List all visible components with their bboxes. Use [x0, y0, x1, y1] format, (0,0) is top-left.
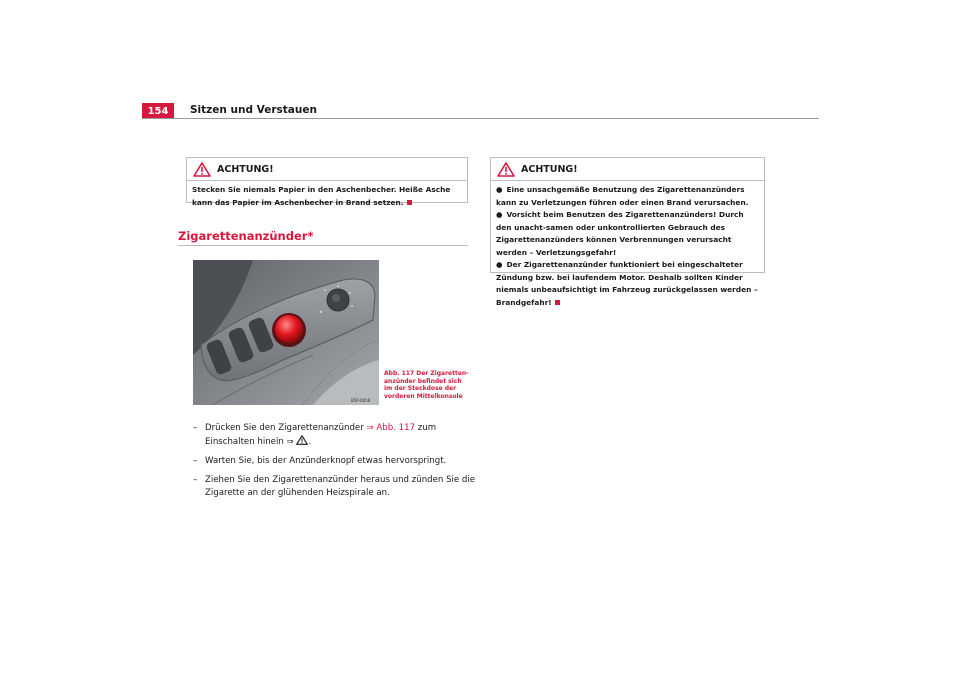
arrow-icon: ⇒ — [286, 437, 294, 447]
warning-heading-right — [491, 158, 764, 181]
header-title: Sitzen und Verstauen — [190, 104, 317, 116]
instruction-steps — [193, 422, 483, 506]
warning-heading-text: ACHTUNG! — [521, 163, 578, 175]
step-text: Drücken Sie den Zigarettenanzünder — [205, 423, 364, 433]
warning-item-2 — [496, 209, 759, 259]
warning-item-1 — [496, 184, 759, 209]
warning-triangle-icon — [296, 435, 308, 445]
step-dash: – — [193, 423, 198, 433]
warning-box-right — [490, 157, 765, 307]
figure-cigarette-lighter — [193, 260, 379, 405]
bullet-icon: ● — [496, 260, 503, 269]
bullet-icon: ● — [496, 210, 503, 219]
warning-triangle-icon — [193, 162, 211, 177]
bullet-icon: ● — [496, 185, 503, 194]
step-1 — [193, 422, 483, 449]
warning-text-left: Stecken Sie niemals Papier in den Aschenbecher. Heiße Asche kann das Papier im Aschenbecher in Brand setzen. — [192, 185, 451, 207]
end-marker-icon — [555, 300, 560, 305]
warning-item-3 — [496, 259, 759, 309]
step-text: Warten Sie, bis der Anzünderknopf etwas hervorspringt. — [205, 456, 447, 466]
warning-triangle-icon — [497, 162, 515, 177]
warning-heading-text: ACHTUNG! — [217, 163, 274, 175]
figure-caption: Abb. 117 Der Zigaretten-anzünder befindet sich im der Steckdose der vorderen Mittelkonsole — [384, 370, 469, 400]
step-3 — [193, 474, 483, 500]
step-2 — [193, 455, 483, 468]
arrow-icon: ⇒ — [366, 423, 374, 433]
section-rule — [178, 245, 468, 246]
end-marker-icon — [407, 200, 412, 205]
step-dash: – — [193, 475, 198, 485]
figure-reference-link[interactable]: Abb. 117 — [376, 423, 416, 433]
warning-box-left — [186, 157, 468, 207]
warning-item-text: Vorsicht beim Benutzen des Zigarettenanzünders! Durch den unacht-samen oder unkontrollierten Gebrauch des Zigarettenanzünders können Verbrennungen verursacht werden – Verletzungsgefahr! — [496, 210, 744, 257]
step-text-continued: zum Einschalten hinein — [205, 423, 437, 447]
console-illustration — [193, 260, 379, 405]
warning-item-text: Der Zigarettenanzünder funktioniert bei eingeschalteter Zündung bzw. bei laufendem Motor. Deshalb sollten Kinder niemals unbeaufsichtigt im Fahrzeug zurückgelassen werden – Brandgefahr! — [496, 260, 758, 307]
step-end: . — [308, 437, 312, 447]
page-number: 154 — [142, 103, 174, 119]
section-title: Zigarettenanzünder* — [178, 229, 314, 243]
header-rule — [142, 118, 819, 119]
step-text: Ziehen Sie den Zigarettenanzünder heraus und zünden Sie die Zigarette an der glühenden Heizspirale an. — [205, 475, 476, 498]
step-dash: – — [193, 456, 198, 466]
warning-heading-left — [187, 158, 467, 181]
figure-code: B5P-0656 — [351, 398, 371, 403]
warning-item-text: Eine unsachgemäße Benutzung des Zigarettenanzünders kann zu Verletzungen führen oder einen Brand verursachen. — [496, 185, 749, 207]
